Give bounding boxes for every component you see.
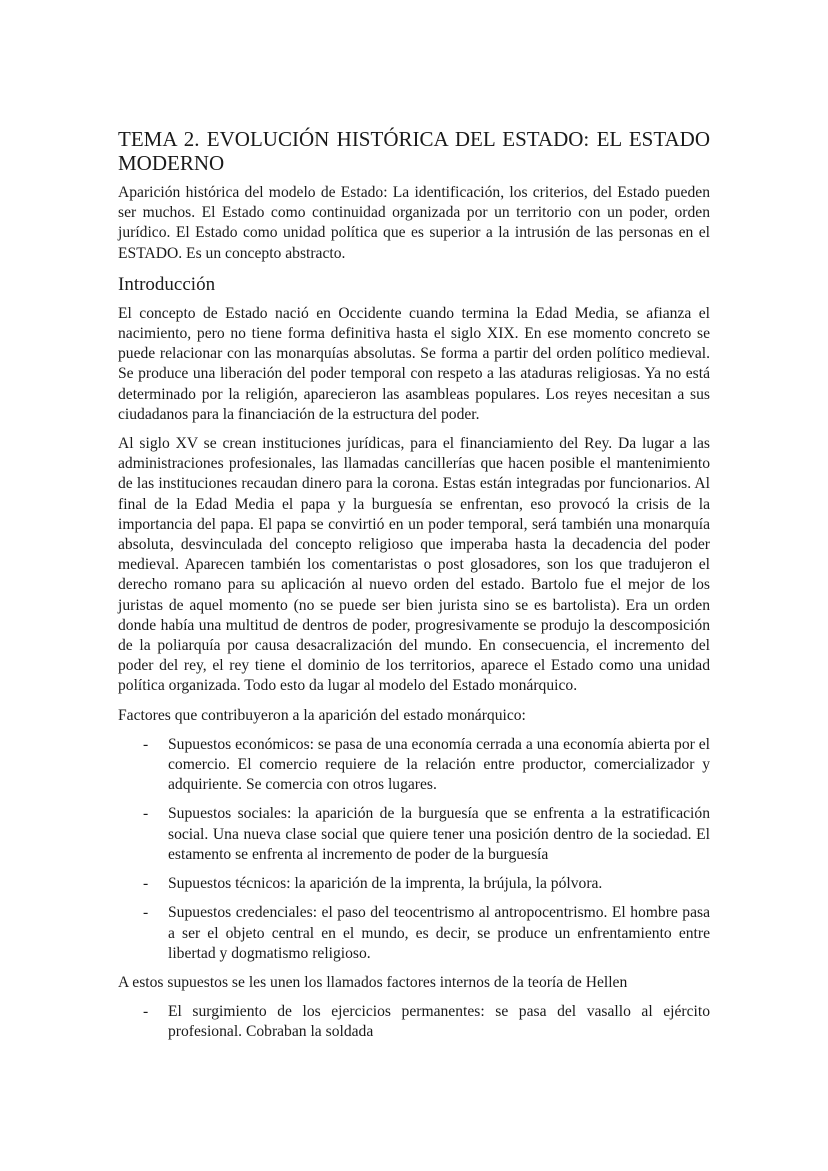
section-heading: Introducción xyxy=(118,273,216,295)
list-item xyxy=(118,804,710,865)
body-paragraph: El concepto de Estado nació en Occidente cuando termina la Edad Media, se afianza el nacimiento, pero no tiene forma definitiva hasta el siglo XIX. En ese momento concreto se puede relacionar con las monarquías absolutas. Se forma a partir del orden político medieval. Se produce una liberación del poder temporal con respeto a las ataduras religiosas. Ya no está determinado por la religión, aparecieron las asambleas populares. Los reyes necesitan a sus ciudadanos para la financiación de la estructura del poder. xyxy=(118,304,710,423)
internal-factors-intro: A estos supuestos se les unen los llamados factores internos de la teoría de Hellen xyxy=(118,973,628,991)
list-item-text: Supuestos económicos: se pasa de una economía cerrada a una economía abierta por el comercio. El comercio requiere de la relación entre productor, comercializador y adquiriente. Se comercia con otros lugares. xyxy=(168,735,710,794)
bullet-marker: - xyxy=(143,875,149,893)
list-item-text: Supuestos sociales: la aparición de la burguesía que se enfrenta a la estratificación social. Una nueva clase social que quiere tener una posición dentro de la sociedad. El estamento se enfrenta al incremento de poder de la burguesía xyxy=(168,805,710,863)
bullet-marker: - xyxy=(143,805,149,823)
list-item-text: Supuestos técnicos: la aparición de la imprenta, la brújula, la pólvora. xyxy=(168,875,603,893)
internal-factors-list xyxy=(118,1002,710,1042)
list-item xyxy=(118,874,710,894)
document-page xyxy=(118,127,710,1052)
intro-paragraph: Aparición histórica del modelo de Estado: La identificación, los criterios, del Estado pueden ser muchos. El Estado como continuidad organizada por un territorio con un poder, orden jurídico. El Estado como unidad política que es superior a la intrusión de las personas en el ESTADO. Es un concepto abstracto. xyxy=(118,184,710,262)
bullet-marker: - xyxy=(143,735,149,753)
list-item xyxy=(118,1002,710,1042)
bullet-marker: - xyxy=(143,1003,149,1021)
document-title: TEMA 2. EVOLUCIÓN HISTÓRICA DEL ESTADO: EL ESTADO MODERNO xyxy=(118,127,710,175)
list-item xyxy=(118,735,710,796)
body-paragraph: Al siglo XV se crean instituciones jurídicas, para el financiamiento del Rey. Da lugar a las administraciones profesionales, las llamadas cancillerías que hacen posible el mantenimiento de las instituciones recaudan dinero para la corona. Estas están integradas por funcionarios. Al final de la Edad Media el papa y la burguesía se enfrentan, eso provocó la crisis de la importancia del papa. El papa se convirtió en un poder temporal, será también una monarquía absoluta, desvinculada del concepto religioso que imperaba hasta la decadencia del poder medieval. Aparecen también los comentaristas o post glosadores, son los que tradujeron el derecho romano para su aplicación al nuevo orden del estado. Bartolo fue el mejor de los juristas de aquel momento (no se puede ser bien jurista sino se es bartolista). Era un orden donde había una multitud de dentros de poder, progresivamente se produjo la descomposición de la poliarquía por causa desacralización del mundo. En consecuencia, el incremento del poder del rey, el rey tiene el dominio de los territorios, aparece el Estado como una unidad política organizada. Todo esto da lugar al modelo del Estado monárquico. xyxy=(118,435,710,695)
factors-intro: Factores que contribuyeron a la aparición del estado monárquico: xyxy=(118,706,526,724)
list-item-text: El surgimiento de los ejercicios permanentes: se pasa del vasallo al ejército profesional. Cobraban la soldada xyxy=(168,1003,710,1041)
list-item xyxy=(118,903,710,964)
bullet-marker: - xyxy=(143,904,149,922)
factors-list xyxy=(118,735,710,964)
list-item-text: Supuestos credenciales: el paso del teocentrismo al antropocentrismo. El hombre pasa a ser el objeto central en el mundo, es decir, se produce un enfrentamiento entre libertad y dogmatismo religioso. xyxy=(168,904,710,962)
